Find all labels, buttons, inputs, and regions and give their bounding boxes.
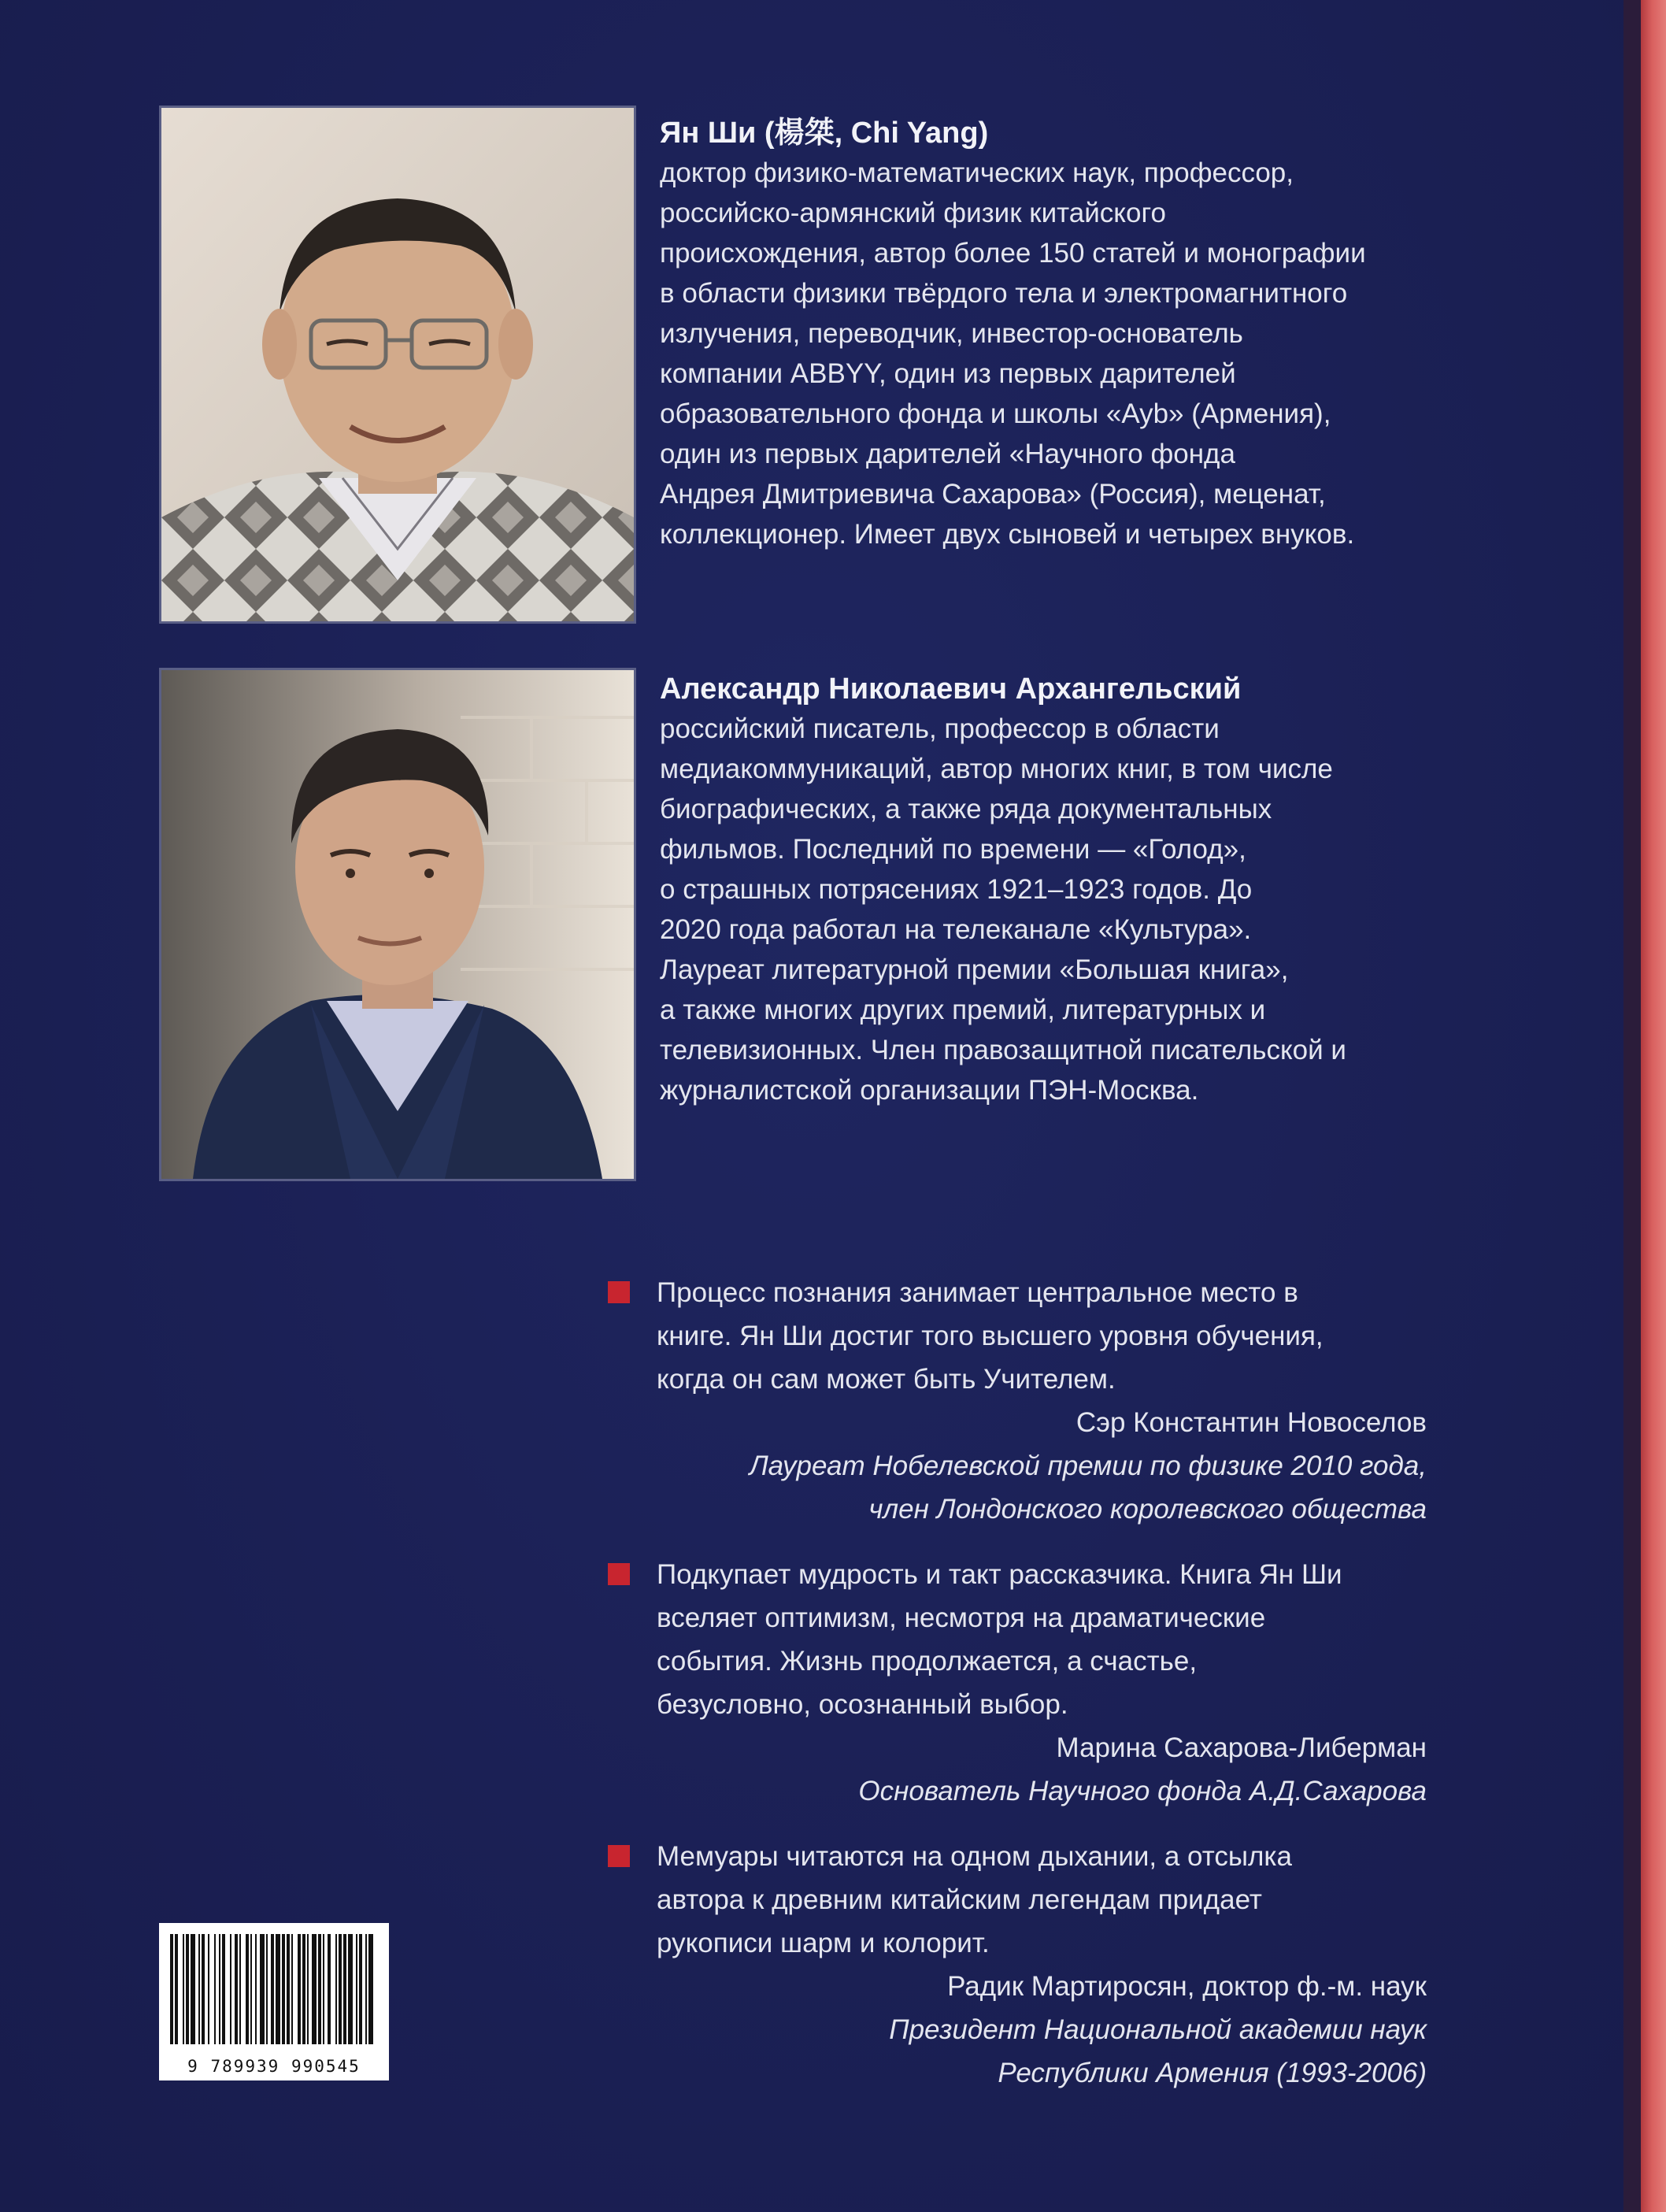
spine-shadow [1623, 0, 1641, 2212]
barcode-bar [302, 1934, 305, 2044]
quote-line: автора к древним китайским легендам придает [657, 1884, 1262, 1915]
barcode-bar [230, 1934, 231, 2044]
barcode-bar [219, 1934, 220, 2044]
barcode-bar [359, 1934, 362, 2044]
barcode-bar [186, 1934, 189, 2044]
quote-line: Мемуары читаются на одном дыхании, а отсылка [657, 1841, 1292, 1872]
author-bio-arkhangelsky [660, 669, 1557, 1110]
quote-author-role: Лауреат Нобелевской премии по физике 2010 года, [749, 1451, 1427, 1481]
quote-line: Подкупает мудрость и такт рассказчика. Книга Ян Ши [657, 1559, 1342, 1590]
barcode-bar [343, 1934, 346, 2044]
barcode-bar [222, 1934, 225, 2044]
quote-author-role: Президент Национальной академии наук [889, 2014, 1427, 2045]
barcode-bar [175, 1934, 178, 2044]
bio-line: 2020 года работал на телеканале «Культура». [660, 914, 1252, 945]
barcode-bar [214, 1934, 216, 2044]
bio-line: образовательного фонда и школы «Ayb» (Армения), [660, 398, 1331, 429]
bio-line: один из первых дарителей «Научного фонда [660, 439, 1235, 469]
bio-line: медиакоммуникаций, автор многих книг, в том числе [660, 754, 1333, 784]
quote-author-role: Основатель Научного фонда А.Д.Сахарова [858, 1776, 1427, 1806]
barcode-bar [183, 1934, 184, 2044]
bullet-square-icon [608, 1563, 630, 1585]
bio-line: Андрея Дмитриевича Сахарова» (Россия), меценат, [660, 479, 1326, 509]
barcode-bar [339, 1934, 342, 2044]
barcode-bar [282, 1934, 285, 2044]
author-bio-text [660, 153, 1557, 554]
barcode-bar [276, 1934, 280, 2044]
barcode-bar [260, 1934, 265, 2044]
quote-line: вселяет оптимизм, несмотря на драматические [657, 1602, 1266, 1633]
quote-line: Процесс познания занимает центральное место в [657, 1277, 1298, 1308]
bio-line: а также многих других премий, литературных и [660, 995, 1266, 1025]
barcode-bar [365, 1934, 367, 2044]
quote-author: Марина Сахарова-Либерман [1056, 1732, 1427, 1763]
barcode-bar [368, 1934, 373, 2044]
barcode-bar [348, 1934, 353, 2044]
quote-text [657, 1553, 1427, 1726]
barcode-bar [312, 1934, 317, 2044]
bio-line: доктор физико-математических наук, профессор, [660, 157, 1294, 188]
bio-line: компании ABBYY, один из первых дарителей [660, 358, 1236, 389]
isbn-number: 9 789939 990545 [187, 2057, 361, 2076]
barcode-bar [318, 1934, 321, 2044]
bullet-square-icon [608, 1281, 630, 1303]
barcode-bar [235, 1934, 238, 2044]
bio-line: о страшных потрясениях 1921–1923 годов. До [660, 874, 1253, 905]
bio-line: телевизионных. Член правозащитной писательской и [660, 1035, 1346, 1065]
quote-author-role: член Лондонского королевского общества [868, 1494, 1427, 1525]
spine-edge [1641, 0, 1666, 2212]
portrait-illustration-2 [161, 670, 634, 1179]
quote-line: книге. Ян Ши достиг того высшего уровня обучения, [657, 1321, 1324, 1351]
barcode-bar [335, 1934, 337, 2044]
review-quote [608, 1835, 1427, 2095]
author-name: Александр Николаевич Архангельский [660, 672, 1242, 706]
bio-line: коллекционер. Имеет двух сыновей и четырех внуков. [660, 519, 1355, 550]
review-quote [608, 1271, 1427, 1531]
review-quote [608, 1553, 1427, 1813]
bio-line: в области физики твёрдого тела и электромагнитного [660, 278, 1348, 309]
author-photo-chi-yang [159, 106, 636, 624]
bio-line: российско-армянский физик китайского [660, 198, 1166, 228]
portrait-illustration-1 [161, 108, 634, 621]
barcode-bars [159, 1923, 389, 2049]
bio-line: излучения, переводчик, инвестор-основатель [660, 318, 1243, 349]
quote-author: Сэр Константин Новоселов [1075, 1407, 1427, 1438]
barcode-bar [298, 1934, 301, 2044]
bio-line: фильмов. Последний по времени — «Голод», [660, 834, 1246, 865]
barcode-bar [202, 1934, 205, 2044]
quote-text [657, 1271, 1427, 1401]
quote-line: когда он сам может быть Учителем. [657, 1364, 1116, 1395]
barcode-bar [239, 1934, 241, 2044]
barcode-bar [307, 1934, 309, 2044]
barcode-bar [246, 1934, 249, 2044]
quote-author: Радик Мартиросян, доктор ф.-м. наук [947, 1971, 1427, 2002]
barcode-bar [271, 1934, 274, 2044]
barcode-bar [356, 1934, 357, 2044]
quote-author-role: Республики Армения (1993-2006) [998, 2058, 1427, 2088]
author-bio-chi-yang [660, 113, 1557, 554]
barcode-bar [287, 1934, 290, 2044]
bio-line: происхождения, автор более 150 статей и монографии [660, 238, 1366, 269]
barcode-bar [198, 1934, 200, 2044]
author-photo-arkhangelsky [159, 668, 636, 1181]
bio-line: российский писатель, профессор в области [660, 713, 1220, 744]
barcode-bar [170, 1934, 173, 2044]
author-bio-text [660, 709, 1557, 1110]
isbn-barcode [159, 1923, 389, 2080]
barcode-bar [323, 1934, 324, 2044]
quote-line: события. Жизнь продолжается, а счастье, [657, 1646, 1198, 1677]
bio-line: биографических, а также ряда документальных [660, 794, 1272, 824]
barcode-bar [291, 1934, 293, 2044]
barcode-bar [250, 1934, 252, 2044]
barcode-bar [328, 1934, 331, 2044]
barcode-bar [191, 1934, 195, 2044]
bio-line: журналистской организации ПЭН-Москва. [660, 1075, 1199, 1106]
barcode-bar [208, 1934, 209, 2044]
bio-line: Лауреат литературной премии «Большая книга», [660, 954, 1289, 985]
barcode-bar [255, 1934, 257, 2044]
barcode-bar [266, 1934, 268, 2044]
quote-text [657, 1835, 1427, 1965]
quote-line: рукописи шарм и колорит. [657, 1928, 990, 1958]
author-name: Ян Ши (楊桀, Chi Yang) [660, 117, 989, 150]
quote-line: безусловно, осознанный выбор. [657, 1689, 1068, 1720]
bullet-square-icon [608, 1845, 630, 1867]
